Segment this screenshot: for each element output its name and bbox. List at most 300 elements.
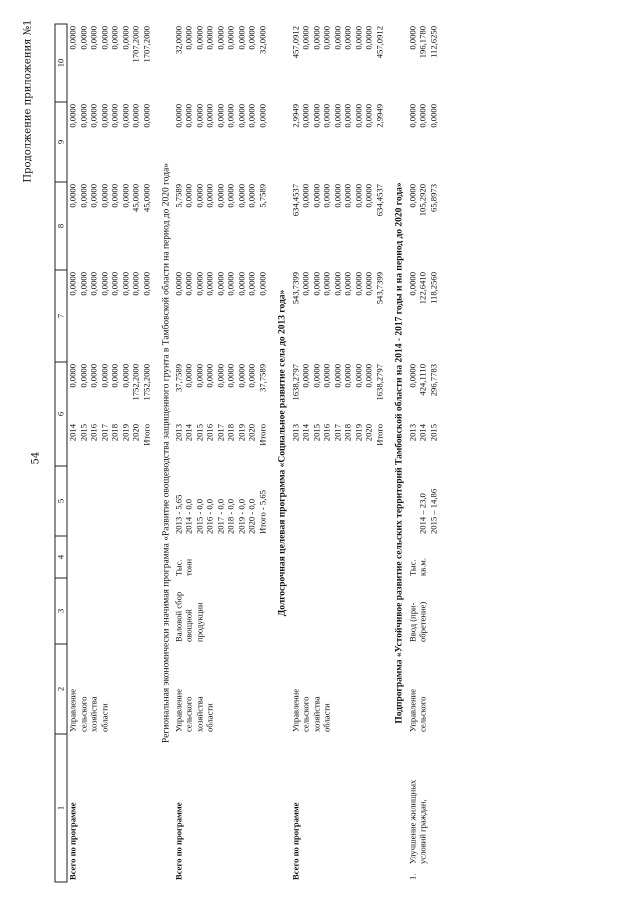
table-cell: 118,2560 [428, 272, 438, 304]
table-cell: 0,0000 [194, 184, 204, 208]
total-value: 0,0000 [342, 364, 353, 388]
table-row [120, 24, 131, 882]
table-cell [236, 536, 247, 578]
continuation-note: Продолжение приложения №1 [22, 19, 34, 183]
table-cell [131, 644, 142, 734]
table-cell [78, 536, 89, 578]
appendix-table [55, 24, 439, 883]
table-cell: 0,0000 [321, 104, 332, 128]
table-cell [215, 734, 226, 882]
total-value: 0,0000 [321, 364, 332, 388]
table-row [89, 24, 100, 882]
total-value: 0,0000 [194, 364, 204, 388]
section-heading-row [268, 24, 291, 882]
total-value: 0,0000 [236, 364, 246, 388]
table-cell: 0,0000 [225, 104, 236, 128]
table-cell [120, 578, 131, 644]
table-cell: Всего по программе [173, 802, 183, 880]
table-cell: 0,0000 [109, 272, 120, 296]
table-row [374, 24, 385, 882]
table-cell: 0,0000 [183, 184, 194, 208]
table-cell: 0,0000 [300, 184, 311, 208]
year: 2016 [88, 424, 99, 442]
table-cell [364, 466, 375, 536]
table-cell: 0,0000 [88, 26, 99, 50]
table-cell: хозяйства [311, 696, 321, 732]
table-cell [110, 578, 121, 644]
table-cell: 0,0000 [99, 26, 109, 50]
table-cell [343, 578, 354, 644]
year: 2015 [78, 424, 88, 442]
table-cell: сельского [300, 696, 311, 732]
table-cell: 0,0000 [428, 104, 438, 128]
year-value-cell [364, 362, 375, 466]
table-cell: 0,0000 [342, 184, 353, 208]
table-cell [89, 536, 100, 578]
table-cell: 0,0000 [215, 272, 225, 296]
year-value-cell [343, 362, 354, 466]
header-cell: 9 [55, 102, 67, 182]
item-number: 1. [407, 873, 417, 880]
year-value-cell [173, 362, 184, 466]
table-cell [364, 734, 375, 882]
table-cell: 0,0000 [99, 104, 109, 128]
table-row [110, 24, 121, 882]
table-cell: 0,0000 [311, 184, 321, 208]
table-cell: 0,0000 [183, 104, 194, 128]
year-value-cell [236, 362, 247, 466]
table-cell: 32,0000 [173, 26, 183, 54]
table-cell: 0,0000 [353, 184, 363, 208]
table-cell: 0,0000 [246, 184, 257, 208]
table-cell: 2015 – 14,86 [428, 488, 438, 534]
table-cell: 634,4537 [290, 184, 300, 217]
table-cell: 2014 – 23,0 [417, 493, 428, 534]
table-cell: 634,4537 [374, 184, 384, 217]
table-cell: Тыс. [407, 559, 417, 576]
table-cell: Валовой сбор [173, 591, 183, 642]
table-cell [67, 466, 78, 536]
table-cell [353, 734, 364, 882]
table-cell [131, 578, 142, 644]
table-row [418, 24, 429, 882]
table-cell [110, 734, 121, 882]
year: 2014 [67, 424, 78, 442]
table-cell [89, 466, 100, 536]
header-cell: 4 [55, 536, 67, 578]
table-cell: 1707,2000 [141, 26, 151, 63]
table-cell [110, 536, 121, 578]
total-value: 0,0000 [363, 364, 374, 388]
table-cell: 0,0000 [215, 26, 225, 50]
table-cell: 5,7589 [257, 184, 267, 208]
year: 2014 [183, 424, 194, 442]
table-cell [428, 536, 439, 578]
table-cell [215, 644, 226, 734]
table-cell: тонн [183, 558, 194, 576]
table-cell: 0,0000 [67, 104, 78, 128]
year-value-cell [99, 362, 110, 466]
total-value: 0,0000 [353, 364, 363, 388]
table-cell: 0,0000 [67, 26, 78, 50]
table-cell: 2016 - 0,0 [204, 498, 215, 534]
year-value-cell [215, 362, 226, 466]
header-cell: 8 [55, 182, 67, 270]
table-cell: 0,0000 [225, 272, 236, 296]
year: 2019 [120, 424, 130, 442]
table-cell [226, 578, 237, 644]
table-cell: 0,0000 [342, 104, 353, 128]
year-value-cell [257, 362, 268, 466]
year-value-cell [205, 362, 216, 466]
year-value-cell [407, 362, 418, 466]
table-cell: 2017 - 0,0 [215, 498, 225, 534]
table-cell [257, 734, 268, 882]
year: 2020 [246, 424, 257, 442]
table-cell: 2020 - 0,0 [246, 498, 257, 534]
year-value-cell [374, 362, 385, 466]
table-cell [89, 578, 100, 644]
total-value: 1638,2797 [374, 364, 384, 401]
table-cell: 0,0000 [130, 272, 141, 296]
table-cell [301, 536, 312, 578]
table-cell: 0,0000 [225, 26, 236, 50]
section-heading: Региональная экономически значимая программа «Развитие овощеводства защищенного грунта в Тамбовской области на период до 2020 года» [161, 162, 172, 744]
table-cell: 0,0000 [363, 104, 374, 128]
table-cell: Всего по программе [67, 802, 78, 880]
table-cell: овощной [183, 609, 194, 642]
table-cell: 0,0000 [353, 272, 363, 296]
table-cell: 0,0000 [99, 272, 109, 296]
table-cell [343, 466, 354, 536]
table-cell [247, 536, 258, 578]
table-cell [311, 466, 322, 536]
table-row [131, 24, 142, 882]
table-cell: области [321, 703, 332, 732]
table-cell [110, 644, 121, 734]
table-cell: 0,0000 [194, 104, 204, 128]
table-cell: 0,0000 [88, 104, 99, 128]
table-cell [99, 466, 110, 536]
table-cell [374, 734, 385, 882]
table-cell [290, 578, 301, 644]
year-value-cell [194, 362, 205, 466]
table-cell: 0,0000 [363, 184, 374, 208]
table-cell: Управление [173, 688, 183, 732]
table-cell [353, 578, 364, 644]
table-cell [120, 466, 131, 536]
table-cell: 196,1780 [417, 26, 428, 59]
table-cell [141, 466, 152, 536]
table-cell: 0,0000 [173, 104, 183, 128]
table-cell [322, 734, 333, 882]
table-row [184, 24, 195, 882]
table-cell: 0,0000 [109, 184, 120, 208]
table-cell [247, 644, 258, 734]
table-cell: 0,0000 [120, 26, 130, 50]
table-cell: 0,0000 [236, 272, 246, 296]
total-value: 37,7589 [173, 364, 183, 392]
table-cell: Итого - 5,65 [257, 490, 267, 534]
year: 2016 [204, 424, 215, 442]
table-cell: 0,0000 [183, 26, 194, 50]
year: 2018 [225, 424, 236, 442]
total-value: 0,0000 [99, 364, 109, 388]
year-value-cell [353, 362, 364, 466]
table-cell: 0,0000 [173, 272, 183, 296]
table-cell: области [99, 703, 109, 732]
table-cell [332, 578, 343, 644]
table-cell: 0,0000 [78, 272, 88, 296]
table-cell [99, 536, 110, 578]
year-value-cell [322, 362, 333, 466]
table-row [364, 24, 375, 882]
table-cell [99, 578, 110, 644]
table-cell [322, 536, 333, 578]
year: 2018 [342, 424, 353, 442]
year: 2020 [363, 424, 374, 442]
table-cell: Тыс. [173, 559, 183, 576]
section-heading-row [385, 24, 408, 882]
table-row [407, 24, 418, 882]
table-cell: 0,0000 [120, 272, 130, 296]
table-cell [301, 578, 312, 644]
table-cell: 2,9949 [374, 104, 384, 128]
table-cell [343, 644, 354, 734]
table-cell: 0,0000 [236, 26, 246, 50]
table-cell: 0,0000 [109, 26, 120, 50]
table-cell: 0,0000 [67, 272, 78, 296]
year: Итого [374, 424, 384, 446]
table-cell: 0,0000 [194, 26, 204, 50]
total-value: 1752,2000 [130, 364, 141, 401]
total-value: 0,0000 [183, 364, 194, 388]
table-cell [257, 578, 268, 644]
total-value: 37,7589 [257, 364, 267, 392]
total-value: 0,0000 [225, 364, 236, 388]
table-cell: 105,2920 [417, 184, 428, 217]
document-page [1, 0, 640, 905]
header-cell: 7 [55, 270, 67, 362]
table-cell: 112,6250 [428, 26, 438, 58]
header-cell: 5 [55, 466, 67, 536]
table-cell: 0,0000 [311, 26, 321, 50]
total-value: 0,0000 [246, 364, 257, 388]
table-cell: 0,0000 [109, 104, 120, 128]
page-number: 54 [30, 451, 42, 465]
table-cell [374, 466, 385, 536]
table-cell: Управление [407, 688, 417, 732]
table-cell [78, 734, 89, 882]
table-cell [247, 578, 258, 644]
table-cell [364, 644, 375, 734]
total-value: 0,0000 [311, 364, 321, 388]
table-cell [141, 734, 152, 882]
table-cell: 0,0000 [363, 272, 374, 296]
table-cell: 0,0000 [332, 104, 342, 128]
year-value-cell [301, 362, 312, 466]
table-row [343, 24, 354, 882]
table-cell: 0,0000 [78, 26, 88, 50]
section-heading: Долгосрочная целевая программа «Социальное развитие села до 2013 года» [277, 289, 288, 617]
table-cell [226, 536, 237, 578]
table-cell: 0,0000 [215, 184, 225, 208]
table-cell: 2018 - 0,0 [225, 498, 236, 534]
table-cell: 0,0000 [417, 104, 428, 128]
table-cell: 0,0000 [332, 184, 342, 208]
table-cell: 0,0000 [407, 184, 417, 208]
table-cell [311, 734, 322, 882]
table-cell: 0,0000 [141, 104, 151, 128]
table-cell [332, 466, 343, 536]
year-value-cell [131, 362, 142, 466]
table-cell: 0,0000 [204, 104, 215, 128]
year-value-cell [428, 362, 439, 466]
table-cell: 2019 - 0,0 [236, 498, 246, 534]
table-cell: 0,0000 [407, 272, 417, 296]
table-cell: 0,0000 [225, 184, 236, 208]
table-cell [353, 536, 364, 578]
year-value-cell [418, 362, 429, 466]
table-cell: 2013 - 5,65 [173, 494, 183, 534]
table-cell: 2015 - 0,0 [194, 498, 204, 534]
table-cell: 5,7589 [173, 184, 183, 208]
table-cell: 0,0000 [120, 184, 130, 208]
table-cell: 2,9949 [290, 104, 300, 128]
table-cell: 1707,2000 [130, 26, 141, 63]
total-value: 0,0000 [215, 364, 225, 388]
year-value-cell [332, 362, 343, 466]
table-cell: 0,0000 [300, 104, 311, 128]
year-value-cell [141, 362, 152, 466]
year-value-cell [184, 362, 195, 466]
table-cell: 0,0000 [342, 26, 353, 50]
table-cell [110, 466, 121, 536]
table-cell [194, 536, 205, 578]
table-cell: 0,0000 [99, 184, 109, 208]
table-cell: 32,0000 [257, 26, 267, 54]
table-row [141, 24, 152, 882]
table-cell: 0,0000 [353, 104, 363, 128]
table-cell: 0,0000 [183, 272, 194, 296]
table-cell [67, 536, 78, 578]
table-cell: 0,0000 [120, 104, 130, 128]
table-cell: Ввод (при- [407, 602, 417, 642]
table-cell: 2014 - 0,0 [183, 498, 194, 534]
table-cell: кв.м. [417, 558, 428, 576]
year-value-cell [247, 362, 258, 466]
table-cell [205, 734, 216, 882]
table-cell [364, 578, 375, 644]
table-cell: 0,0000 [300, 272, 311, 296]
year-value-cell [67, 362, 78, 466]
table-cell [194, 734, 205, 882]
header-cell: 10 [55, 24, 67, 102]
year-value-cell [290, 362, 301, 466]
program-label: условий граждан, [417, 799, 428, 864]
table-cell [332, 734, 343, 882]
program-label: Улучшение жилищных [407, 779, 417, 864]
table-cell [78, 466, 89, 536]
year-value-cell [89, 362, 100, 466]
total-value: 0,0000 [88, 364, 99, 388]
table-cell: 122,6410 [417, 272, 428, 305]
table-row [226, 24, 237, 882]
year: 2017 [99, 424, 109, 442]
year-value-cell [120, 362, 131, 466]
table-cell [343, 536, 354, 578]
table-cell [407, 466, 418, 536]
table-row [205, 24, 216, 882]
table-cell [322, 466, 333, 536]
table-cell: 543,7399 [374, 272, 384, 305]
table-cell: 0,0000 [141, 272, 151, 296]
table-cell [418, 734, 429, 882]
table-cell: 457,0912 [290, 26, 300, 59]
appendix-table-wrap [55, 25, 439, 883]
total-value: 424,1110 [417, 364, 428, 396]
table-cell [322, 578, 333, 644]
table-cell [120, 644, 131, 734]
table-cell [343, 734, 354, 882]
table-cell: 457,0912 [374, 26, 384, 59]
table-cell: 0,0000 [257, 104, 267, 128]
header-cell: 1 [55, 734, 67, 882]
table-cell [141, 644, 152, 734]
table-cell [99, 734, 110, 882]
total-value: 0,0000 [407, 364, 417, 388]
table-row [322, 24, 333, 882]
year: 2016 [321, 424, 332, 442]
table-cell [374, 578, 385, 644]
table-cell: хозяйства [88, 696, 99, 732]
table-cell: 0,0000 [204, 272, 215, 296]
header-cell: 2 [55, 644, 67, 734]
table-cell [374, 536, 385, 578]
table-cell: 0,0000 [204, 184, 215, 208]
table-cell: области [204, 703, 215, 732]
table-cell: Управление [67, 688, 78, 732]
table-cell [236, 734, 247, 882]
section-heading-row [152, 24, 174, 882]
table-cell [353, 466, 364, 536]
table-cell: 0,0000 [332, 26, 342, 50]
year: 2019 [353, 424, 363, 442]
year: 2020 [130, 424, 141, 442]
year: 2015 [428, 424, 438, 442]
table-cell: Всего по программе [290, 802, 300, 880]
year: Итого [257, 424, 267, 446]
table-cell: 0,0000 [353, 26, 363, 50]
year: 2015 [194, 424, 204, 442]
table-cell [247, 734, 258, 882]
table-row [99, 24, 110, 882]
table-row [301, 24, 312, 882]
table-cell: 0,0000 [194, 272, 204, 296]
table-cell: 0,0000 [246, 272, 257, 296]
table-cell [226, 734, 237, 882]
table-cell: 0,0000 [130, 104, 141, 128]
year-value-cell [78, 362, 89, 466]
table-cell [215, 536, 226, 578]
table-row [236, 24, 247, 882]
table-cell [131, 536, 142, 578]
table-cell: 0,0000 [204, 26, 215, 50]
table-cell [120, 734, 131, 882]
table-cell [215, 578, 226, 644]
table-cell: 0,0000 [67, 184, 78, 208]
year: 2015 [311, 424, 321, 442]
